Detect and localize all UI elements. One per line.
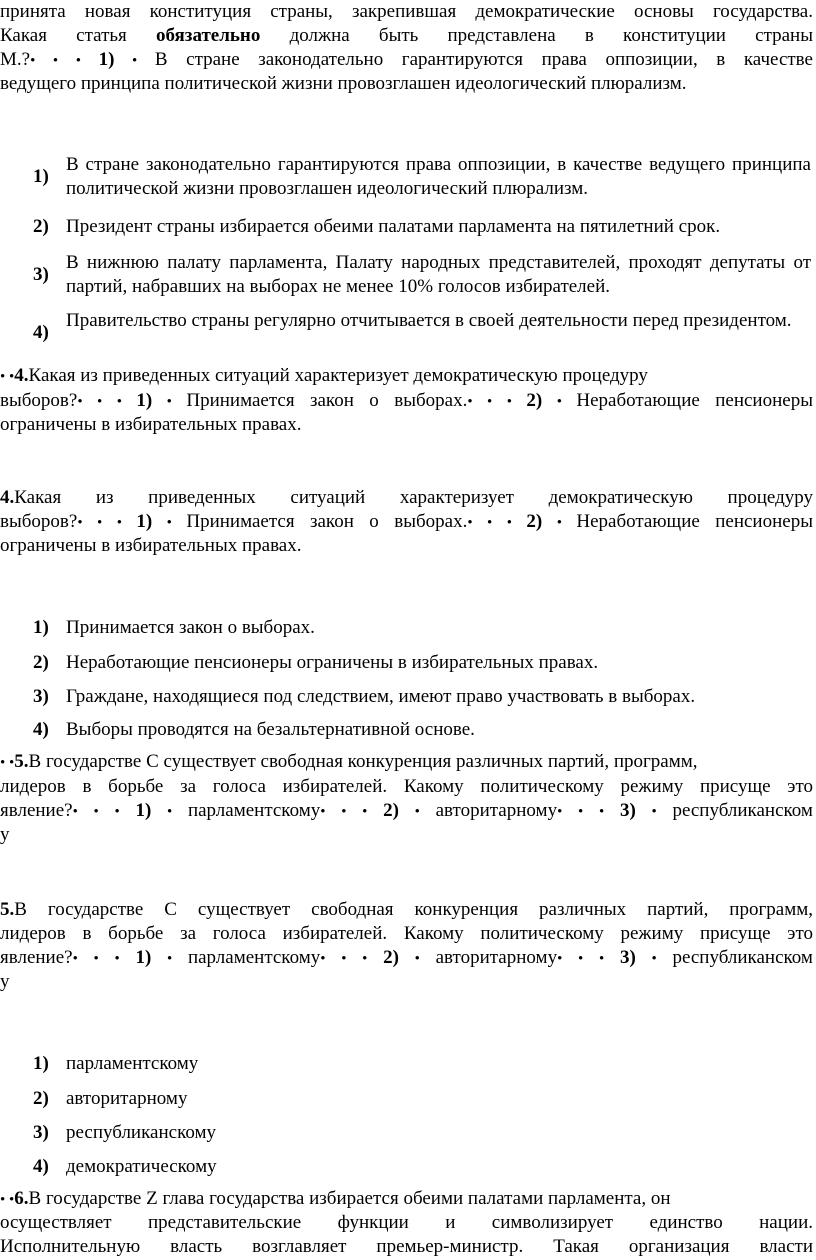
intro-line-1: принята новая конституция страны, закрепившая демократические основы государства. xyxy=(0,1,813,22)
intro-line-4: ведущего принципа политической жизни провозглашен идеологический плюрализм. xyxy=(0,73,687,94)
question-5-garbled-line-3: явление?• • • 1) • парламентскому• • • 2) • авторитарному• • • 3) • республиканском xyxy=(0,800,813,821)
question-4-garbled-line-3: ограничены в избирательных правах. xyxy=(0,414,302,435)
option-text: В стране законодательно гарантируются права оппозиции, в качестве ведущего принципа политической жизни провозглашен идеологический плюрализм. xyxy=(66,154,811,199)
option-text: Выборы проводятся на безальтернативной основе. xyxy=(66,719,475,740)
question-4-line-1: 4.Какая из приведенных ситуаций характеризует демократическую процедуру xyxy=(0,487,813,508)
question-5-line-4: у xyxy=(0,971,10,992)
question-4-line-2: выборов?• • • 1) • Принимается закон о выборах.• • • 2) • Неработающие пенсионеры xyxy=(0,511,813,532)
option-number: 4) xyxy=(33,1156,49,1177)
question-5-line-3: явление?• • • 1) • парламентскому• • • 2) • авторитарному• • • 3) • республиканском xyxy=(0,947,813,968)
option-number: 1) xyxy=(33,617,49,638)
question-5-garbled-line-4: у xyxy=(0,824,10,845)
question-5-garbled-line-2: лидеров в борьбе за голоса избирателей. Какому политическому режиму присуще это xyxy=(0,776,813,797)
option-text: демократическому xyxy=(66,1156,217,1177)
intro-line-3: М.?• • • 1) • В стране законодательно гарантируются права оппозиции, в качестве xyxy=(0,49,813,70)
question-5-garbled-line-1: • •5.В государстве С существует свободная конкуренция различных партий, программ, xyxy=(0,751,698,772)
option-text: Президент страны избирается обеими палатами парламента на пятилетний срок. xyxy=(66,216,721,237)
option-number: 4) xyxy=(33,322,49,343)
question-6-garbled-line-3: Исполнительную власть возглавляет премьер-министр. Такая организация власти xyxy=(0,1236,813,1257)
option-text: В нижнюю палату парламента, Палату народных представителей, проходят депутаты от партий, набравших на выборах не менее 10% голосов избирателей. xyxy=(66,252,811,297)
question-6-garbled-line-2: осуществляет представительские функции и символизирует единство нации. xyxy=(0,1212,813,1233)
question-5-line-1: 5.В государстве С существует свободная конкуренция различных партий, программ, xyxy=(0,899,813,920)
option-number: 2) xyxy=(33,1088,49,1109)
option-text: Неработающие пенсионеры ограничены в избирательных правах. xyxy=(66,652,599,673)
option-number: 4) xyxy=(33,719,49,740)
option-text: авторитарному xyxy=(66,1088,188,1109)
option-number: 3) xyxy=(33,264,49,285)
option-item xyxy=(0,153,813,203)
option-item xyxy=(0,309,813,359)
question-4-garbled-line-2: выборов?• • • 1) • Принимается закон о выборах.• • • 2) • Неработающие пенсионеры xyxy=(0,390,813,411)
option-number: 2) xyxy=(33,216,49,237)
option-text: парламентскому xyxy=(66,1053,199,1074)
question-4-garbled-line-1: • •4.Какая из приведенных ситуаций характеризует демократическую процедуру xyxy=(0,365,648,386)
option-text: Правительство страны регулярно отчитывается в своей деятельности перед президентом. xyxy=(66,310,792,331)
option-number: 3) xyxy=(33,1122,49,1143)
question-5-line-2: лидеров в борьбе за голоса избирателей. Какому политическому режиму присуще это xyxy=(0,923,813,944)
option-number: 2) xyxy=(33,652,49,673)
option-number: 1) xyxy=(33,166,49,187)
option-text: Граждане, находящиеся под следствием, имеют право участвовать в выборах. xyxy=(66,686,696,707)
question-6-garbled-line-1: • •6.В государстве Z глава государства избирается обеими палатами парламента, он xyxy=(0,1188,671,1209)
option-number: 3) xyxy=(33,686,49,707)
question-4-line-3: ограничены в избирательных правах. xyxy=(0,535,302,556)
option-text: республиканскому xyxy=(66,1122,217,1143)
intro-line-2: Какая статья обязательно должна быть представлена в конституции страны xyxy=(0,25,813,46)
option-number: 1) xyxy=(33,1053,49,1074)
option-item xyxy=(0,251,813,301)
option-text: Принимается закон о выборах. xyxy=(66,617,315,638)
